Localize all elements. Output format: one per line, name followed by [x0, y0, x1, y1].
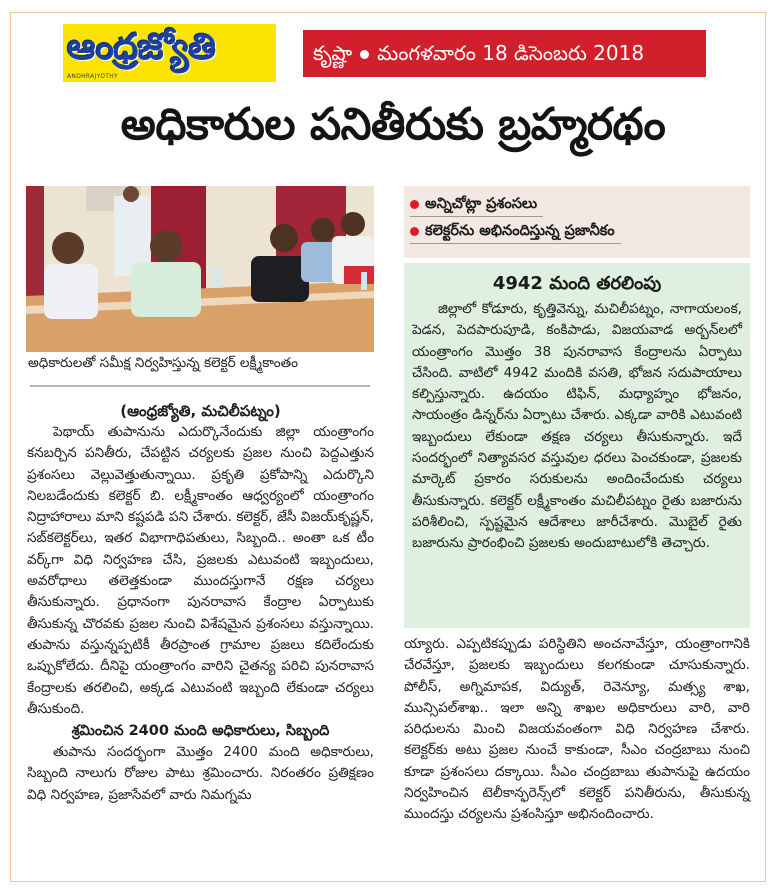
publication-date: మంగళవారం 18 డిసెంబరు 2018 [377, 41, 645, 65]
article-dateline: (ఆంధ్రజ్యోతి, మచిలీపట్నం) [120, 402, 281, 420]
article-paragraph: య్యారు. ఎప్పటికప్పుడు పరిస్థితిని అంచనావేస్తూ, యంత్రాంగానికి చేరవేస్తూ, ప్రజలకు ఇబ్బందులు కలగకుండా చూసుకున్నారు. పోలీస్, అగ్నిమాపక, విద్యుత్, రెవెన్యూ, మత్స్య శాఖ, మున్సిపల్‌శాఖ.. ఇలా అన్ని శాఖల అధికారులు వారి, వారి పరిధులను మించి విజయవంతంగా విధి నిర్వహణ చేశారు. కలెక్టర్‌కు అటు ప్రజల నుంచే కాకుండా, సీఎం చంద్రబాబు నుంచి కూడా ప్రశంసలు దక్కాయి. సీఎం చంద్రబాబు తుపానుపై ఉదయం నిర్వహించిన టెలీకాన్ఫరెన్స్‌లో కలెక్టర్ పనితీరును, తీసుకున్న ముందస్తు చర్యలను ప్రశంసిస్తూ అభినందించారు. [404, 636, 750, 823]
bullet-dot-icon [360, 50, 369, 59]
highlight-text: అన్నిచోట్లా ప్రశంసలు [425, 196, 538, 212]
page-headline: అధికారుల పనితీరుకు బ్రహ్మరథం [120, 99, 666, 150]
edition-name: కృష్ణా [313, 41, 353, 65]
highlight-item [410, 219, 621, 244]
article-paragraph: పెథాయ్ తుపానును ఎదుర్కొనేందుకు జిల్లా యంత్రాంగం కనబర్చిన పనితీరు, చేపట్టిన చర్యలకు ప్రజల నుంచి పెద్దఎత్తున ప్రశంసలు వెల్లువెత్తుతున్నాయి. ప్రకృతి ప్రకోపాన్ని ఎదుర్కొని నిలబడేందుకు కలెక్టర్ బి. లక్ష్మీకాంతం ఆధ్వర్యంలో యంత్రాంగం నిద్రాహారాలు మాని కష్టపడి పని చేశారు. కలెక్టర్, జేసీ విజయ్‌కృష్ణన్, సబ్‌కలెక్టర్‌లు, ఇతర విభాగాధిపతులు, సిబ్బంది.. అంతా ఒక టీం వర్క్‌గా విధి నిర్వహణ చేసి, ప్రజలకు ఎటువంటి ఇబ్బందులు, అవరోధాలు తలెత్తకుండా ముందస్తుగానే రక్షణ చర్యలు తీసుకున్నారు. ప్రధానంగా పునరావాస కేంద్రాల ఏర్పాటుకు తీసుకున్న చొరవకు ప్రజల నుంచి విశేషమైన ప్రశంసలు వస్తున్నాయి. తుపాను వస్తున్నప్పటికీ తీరప్రాంత గ్రామాల ప్రజలు కదిలేందుకు ఒప్పుకోలేదు. దీనిపై యంత్రాంగం వారిని చైతన్య పరిచి పునరావాస కేంద్రాలకు తరలించి, అక్కడ ఎటువంటి ఇబ్బంది లేకుండా చర్యలు తీసుకుంది. [27, 424, 374, 717]
article-column-right [404, 634, 750, 826]
sidebar-box-body: జిల్లాలో కోడూరు, కృత్తివెన్ను, మచిలీపట్నం, నాగాయలంక, పెడన, పెదపారుపూడి, కంకిపాడు, విజయవాడ అర్బన్‌లలో యంత్రాంగం మొత్తం 38 పునరావాస కేంద్రాలను ఏర్పాటు చేసింది. వాటిలో 4942 మందికి వసతి, భోజన సదుపాయాలు కల్పిస్తున్నారు. ఉదయం టిఫిన్, మధ్యాహ్నం భోజనం, సాయంత్రం డిన్నర్‌ను ఏర్పాటు చేశారు. ఎక్కడా వారికి ఎటువంటి ఇబ్బందులు లేకుండా తక్షణ చర్యలు తీసుకున్నారు. ఇదే సందర్భంలో నిత్యావసర వస్తువుల ధరలు పెంచకుండా, ప్రజలకు మార్కెట్ ప్రకారం సరుకులను అందించేందుకు చర్యలు తీసుకున్నారు. కలెక్టర్ లక్ష్మీకాంతం మచిలీపట్నం రైతు బజారును పరిశీలించి, స్పష్టమైన ఆదేశాలు జారీచేశారు. మొబైల్ రైతు బజారును ప్రారంభించి ప్రజలకు అందుబాటులోకి తెచ్చారు. [412, 301, 742, 552]
logo-subtext: ANDHRAJYOTHY [67, 73, 119, 80]
highlight-text: కలెక్టర్‌ను అభినందిస్తున్న ప్రజానీకం [425, 223, 615, 239]
sidebar-box-title: 4942 మంది తరలింపు [492, 273, 662, 294]
red-bullet-icon [410, 227, 419, 236]
logo-wordmark: ఆంధ్రజ్యోతి [67, 27, 216, 68]
article-paragraph: తుపాను సందర్భంగా మొత్తం 2400 మంది అధికారులు, సిబ్బంది నాలుగు రోజుల పాటు శ్రమించారు. నిరంతరం ప్రతిక్షణం విధి నిర్వహణ, ప్రజాసేవలో వారు నిమగ్నమ [27, 744, 374, 803]
meeting-photo-illustration [26, 186, 374, 352]
edition-date-bar [303, 30, 706, 77]
article-column-left [27, 400, 374, 806]
highlights-box [404, 186, 750, 258]
photo-caption: అధికారులతో సమీక్ష నిర్వహిస్తున్న కలెక్టర్ లక్ష్మీకాంతం [28, 355, 298, 371]
sidebar-box-evacuation [404, 263, 750, 628]
highlight-item [410, 192, 543, 217]
article-subheading: శ్రమించిన 2400 మంది అధికారులు, సిబ్బంది [71, 723, 330, 740]
newspaper-logo [63, 24, 276, 82]
news-photo [26, 186, 374, 352]
red-bullet-icon [410, 200, 419, 209]
caption-divider [30, 385, 370, 387]
